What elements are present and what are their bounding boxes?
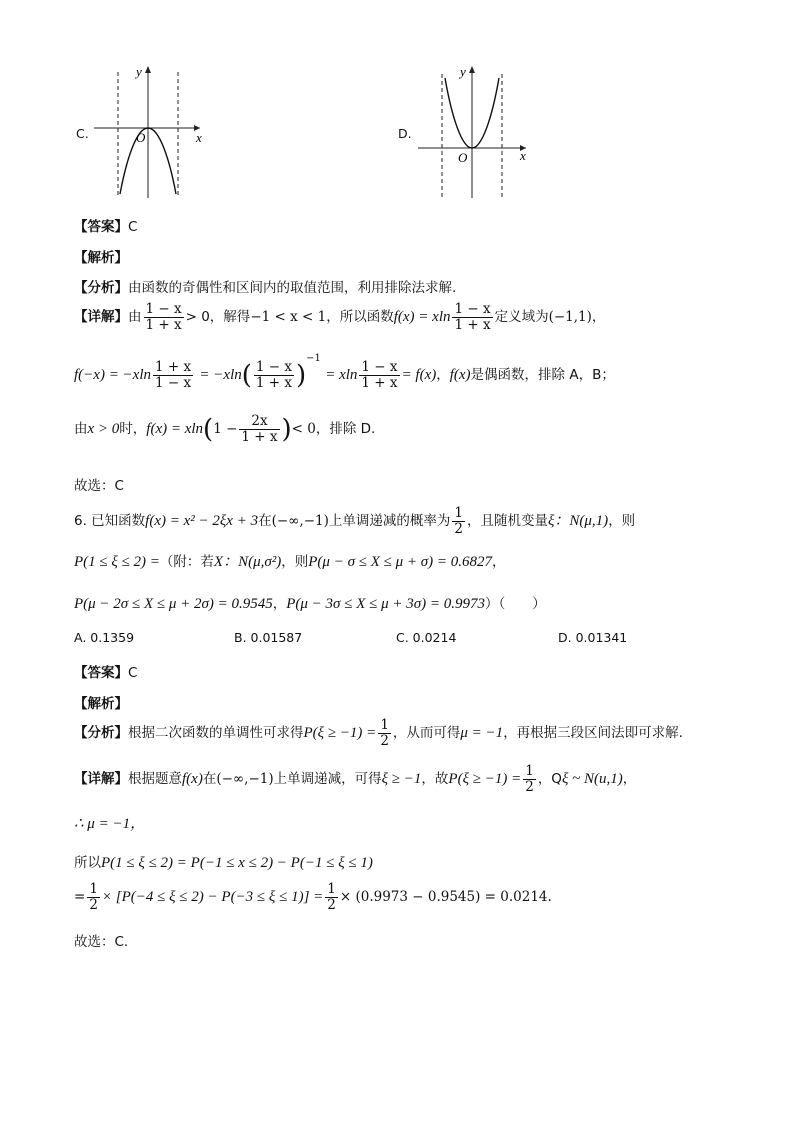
q6-xj-b: 在 [202, 771, 217, 787]
q6-l2-x: X：N(μ,σ²) [213, 554, 282, 570]
q6-last-line [74, 882, 552, 913]
q6-l2-p: P(1 ≤ ξ ≤ 2) = [74, 554, 160, 570]
q6-last-eq: = [74, 889, 86, 905]
q5-l2-exp: −1 [306, 353, 321, 364]
q6-xj-half-num: 1 [525, 763, 534, 779]
q6-stem-b: 在 [258, 513, 272, 529]
q6-xj-f2: ， [622, 771, 637, 787]
q6-last-dot: . [547, 889, 552, 905]
q6-xj-a: 根据题意 [128, 771, 182, 787]
q5-answer: C [128, 219, 138, 235]
graph-c-x-label: x [196, 130, 202, 145]
q6-stem-line3 [74, 592, 546, 613]
q6-fenxi-mu: μ = −1 [460, 725, 504, 741]
q6-last-half1-den: 2 [89, 897, 98, 913]
q6-last-half2-den: 2 [327, 897, 336, 913]
q6-l3-p2: P(μ − 2σ ≤ X ≤ μ + 2σ) = 0.9545 [74, 596, 273, 612]
q6-fenxi-p: P(ξ ≥ −1) = [303, 725, 377, 741]
q5-frac-den: 1 + x [145, 317, 182, 333]
q6-last-mid: × [P(−4 ≤ ξ ≤ 2) − P(−3 ≤ ξ ≤ 1)] = [101, 889, 324, 905]
q5-l2-frac3-den: 1 + x [361, 375, 398, 391]
q5-l3-d: ，排除 D. [315, 421, 376, 437]
graph-c-origin-label: O [136, 130, 146, 145]
q5-analysis-tag: 【解析】 [74, 250, 128, 266]
q5-l2-txt2: 是偶函数，排除 A，B； [470, 367, 615, 383]
q5-xiangjie-tag: 【详解】 [74, 309, 128, 325]
q6-xj-p: P(ξ ≥ −1) = [448, 771, 522, 787]
graph-d [416, 62, 536, 202]
q6-option-c: C. 0.0214 [396, 630, 457, 645]
q5-detail-line2: f(−x) = −xln $\frac{1 + x}{1 - x}$ = −xln( $\frac{1 - x}{1 + x}$ )$^{-1}$ = xln $\frac{1 - x}{1 + x}$ = f(x)，f(x)是偶函数，排除 A，B； [74, 353, 615, 391]
option-d-label: D. [398, 126, 412, 141]
q6-answer-line [74, 661, 137, 681]
q5-l3-b: 时， [119, 421, 147, 437]
q5-l2-eq1: = −xln [199, 367, 242, 383]
q6-fenxi-tag: 【分析】 [74, 725, 128, 741]
graph-c [92, 62, 212, 202]
q5-suoyi: ，所以函数 [326, 309, 394, 325]
q6-xj-int: (−∞,−1) [216, 771, 274, 787]
q6-stem-int: (−∞,−1) [271, 513, 329, 529]
q6-xj-c: 上单调递减，可得 [273, 771, 382, 787]
q5-fx-den: 1 + x [454, 317, 491, 333]
q5-detail-line3: 由x > 0时，f(x) = xln(1 − $\frac{2x}{1 + x}$ )< 0，排除 D. [74, 413, 376, 445]
q6-half-den: 2 [454, 521, 463, 537]
q5-l3-f: f(x) = xln [146, 421, 204, 437]
q5-l2-txt1: ， [436, 367, 450, 383]
q6-xj-n: ξ ~ N(u,1) [561, 771, 623, 787]
q5-l3-cond: x > 0 [87, 421, 120, 437]
q6-fenxi-b: ，从而可得 [392, 725, 461, 741]
q6-stem-line1 [74, 506, 635, 537]
q6-stem-f: f(x) = x² − 2ξx + 3 [145, 513, 259, 529]
q6-answer-tag: 【答案】 [74, 665, 128, 681]
q6-fenxi-line [74, 718, 683, 749]
q6-fenxi-half-num: 1 [380, 717, 389, 733]
q6-l2-fu: （附：若 [159, 554, 214, 570]
q6-analysis-tag: 【解析】 [74, 696, 128, 712]
q5-l3-one: 1 − [213, 421, 238, 437]
q5-l2-frac2-den: 1 + x [255, 375, 293, 391]
q6-last-end: × (0.9973 − 0.9545) = 0.0214 [339, 889, 548, 905]
q6-answer: C [128, 665, 138, 681]
q6-stem-a: 6. 已知函数 [74, 513, 146, 529]
q6-stem-c: 上单调递减的概率为 [328, 513, 451, 529]
q6-last-half1-num: 1 [89, 881, 98, 897]
q5-gt0: > 0，解得 [185, 309, 251, 325]
q5-domain-text: 定义域为 [494, 309, 549, 325]
q5-l2-eq2: = xln [325, 367, 358, 383]
q5-l2-frac2-num: 1 − x [255, 359, 293, 375]
q5-fx: f(x) = xln [393, 309, 451, 325]
q5-l2-frac3-num: 1 − x [361, 359, 398, 375]
q5-frac-num: 1 − x [145, 301, 182, 317]
q6-mu-line: ∴ μ = −1， [74, 816, 146, 832]
q5-you: 由 [128, 309, 142, 325]
q6-so-a: 所以 [74, 855, 101, 871]
q6-l2-ze: ，则 [281, 554, 309, 570]
q6-fenxi-c: ，再根据三段区间法即可求解. [503, 725, 683, 741]
q5-l2-frac1-num: 1 + x [155, 359, 192, 375]
q6-last-half2-num: 1 [327, 881, 336, 897]
q6-choose: 故选：C. [74, 934, 129, 950]
q5-l2-frac1-den: 1 − x [155, 375, 192, 391]
q6-option-b: B. 0.01587 [234, 630, 303, 645]
q6-detail-line1 [74, 764, 636, 795]
q5-fenxi-text: 由函数的奇偶性和区间内的取值范围，利用排除法求解. [128, 280, 457, 296]
q6-fenxi-half-den: 2 [380, 733, 389, 749]
q6-xj-e: ，Q [537, 771, 562, 787]
q5-fenxi-tag: 【分析】 [74, 280, 128, 296]
q6-xj-half-den: 2 [525, 779, 534, 795]
q5-fenxi-line [74, 276, 456, 296]
q6-xj-xi: ξ ≥ −1 [381, 771, 422, 787]
q5-answer-line [74, 215, 137, 235]
q5-l2-eq3: = f(x) [401, 367, 437, 383]
q6-l2-end: ， [492, 554, 506, 570]
q5-l2-a: f(−x) = −xln [74, 367, 152, 383]
q6-option-d: D. 0.01341 [558, 630, 628, 645]
q5-detail-line1 [74, 302, 605, 333]
q6-stem-xi: ξ：N(μ,1) [547, 513, 609, 529]
q5-l3-den: 1 + x [241, 429, 278, 445]
q5-choose: 故选：C [74, 478, 124, 494]
q6-l2-p1: P(μ − σ ≤ X ≤ μ + σ) = 0.6827 [308, 554, 493, 570]
q5-range: −1 < x < 1 [250, 309, 327, 325]
q6-l3-end: ）（ ） [485, 596, 546, 612]
q5-answer-tag: 【答案】 [74, 219, 128, 235]
q6-stem-line2 [74, 550, 506, 571]
option-c-label: C. [76, 126, 89, 141]
q5-domain: (−1,1) [548, 309, 592, 325]
q6-stem-d: ，且随机变量 [466, 513, 548, 529]
q6-option-a: A. 0.1359 [74, 630, 135, 645]
q5-l2-fx: f(x) [449, 367, 471, 383]
q6-xj-tag: 【详解】 [74, 771, 128, 787]
q6-so-line [74, 851, 373, 872]
q6-l3-mid: ， [272, 596, 287, 612]
q5-l3-c: < 0 [291, 421, 316, 437]
q6-l3-p3: P(μ − 3σ ≤ X ≤ μ + 3σ) = 0.9973 [286, 596, 485, 612]
q6-stem-e: ，则 [608, 513, 636, 529]
graph-d-y-label: y [460, 64, 466, 79]
q6-xj-d: ，故 [421, 771, 449, 787]
q6-fenxi-a: 根据二次函数的单调性可求得 [128, 725, 304, 741]
q5-fx-num: 1 − x [454, 301, 491, 317]
q5-l3-a: 由 [74, 421, 88, 437]
graph-d-origin-label: O [458, 150, 468, 165]
q5-l3-num: 2x [239, 414, 279, 430]
q5-comma: ， [591, 309, 606, 325]
graph-c-y-label: y [136, 64, 142, 79]
graph-d-x-label: x [520, 148, 526, 163]
q6-half-num: 1 [454, 505, 463, 521]
q6-xj-f: f(x) [182, 771, 203, 787]
q6-so-expr: P(1 ≤ ξ ≤ 2) = P(−1 ≤ x ≤ 2) − P(−1 ≤ ξ ≤ 1) [101, 855, 373, 871]
